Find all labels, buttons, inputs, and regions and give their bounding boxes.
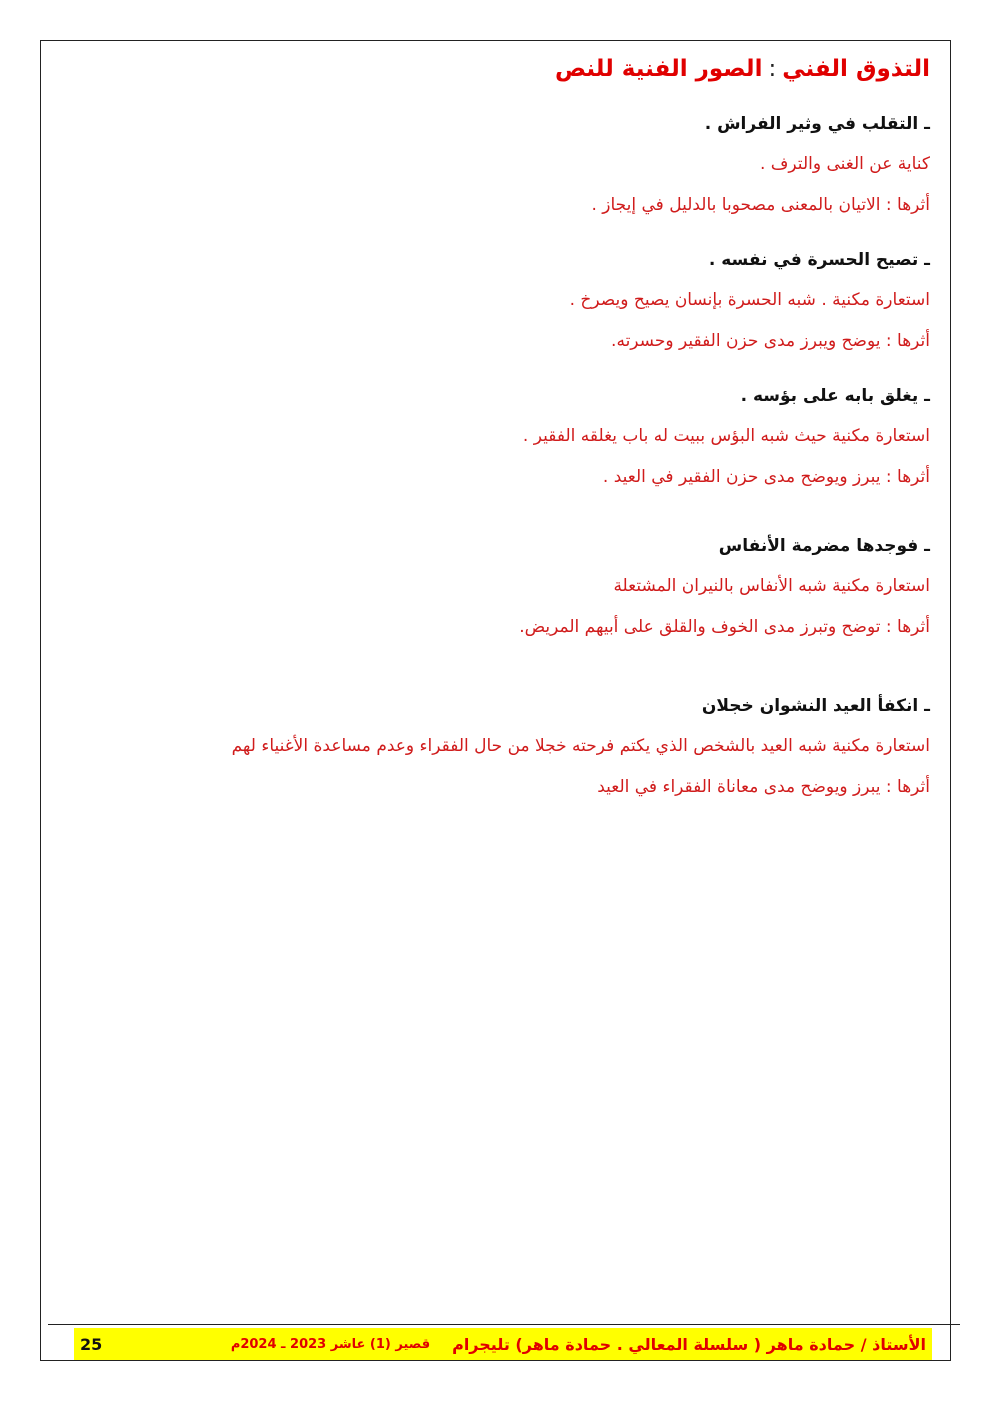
- section-line: استعارة مكنية حيث شبه البؤس ببيت له باب يغلقه الفقير .: [522, 426, 930, 446]
- spacer: [70, 512, 930, 526]
- section-line: استعارة مكنية . شبه الحسرة بإنسان يصيح ويصرخ .: [569, 290, 930, 310]
- section-line: استعارة مكنية شبه العيد بالشخص الذي يكتم فرحته خجلا من حال الفقراء وعدم مساعدة الأغنياء لهم: [231, 736, 930, 756]
- section-line: أثرها : توضح وتبرز مدى الخوف والقلق على أبيهم المريض.: [519, 617, 930, 637]
- footer-info: قصير (1) عاشر 2023 ـ 2024م: [230, 1336, 431, 1352]
- section-4: [70, 526, 930, 648]
- section-line: استعارة مكنية شبه الأنفاس بالنيران المشتعلة: [613, 576, 930, 596]
- spacer: [70, 662, 930, 686]
- section-heading: ـ التقلب في وثير الفراش .: [704, 114, 930, 134]
- page-title: [70, 56, 930, 82]
- section-2: [70, 240, 930, 362]
- section-heading: ـ انكفأ العيد النشوان خجلان: [701, 696, 930, 716]
- section-heading: ـ تصيح الحسرة في نفسه .: [708, 250, 930, 270]
- section-5: [70, 686, 930, 808]
- section-heading: ـ يغلق بابه على بؤسه .: [740, 386, 930, 406]
- section-line: أثرها : الاتيان بالمعنى مصحوبا بالدليل في إيجاز .: [591, 195, 930, 215]
- section-heading: ـ فوجدها مضرمة الأنفاس: [718, 536, 930, 556]
- title-part-1: التذوق الفني: [782, 56, 930, 82]
- page-content: [70, 56, 930, 822]
- footer-author: الأستاذ / حمادة ماهر ( سلسلة المعالي . حمادة ماهر) تليجرام: [452, 1334, 926, 1354]
- title-separator: :: [768, 56, 777, 82]
- footer-divider: [48, 1324, 960, 1325]
- section-1: [70, 104, 930, 226]
- title-part-2: الصور الفنية للنص: [555, 56, 763, 82]
- page-number: 25: [80, 1334, 103, 1354]
- section-line: أثرها : يبرز ويوضح مدى حزن الفقير في العيد .: [602, 467, 930, 487]
- section-line: أثرها : يبرز ويوضح مدى معاناة الفقراء في العيد: [597, 777, 930, 797]
- section-3: [70, 376, 930, 498]
- section-line: أثرها : يوضح ويبرز مدى حزن الفقير وحسرته.: [611, 331, 930, 351]
- section-line: كناية عن الغنى والترف .: [760, 154, 930, 174]
- footer-bar: [74, 1328, 932, 1360]
